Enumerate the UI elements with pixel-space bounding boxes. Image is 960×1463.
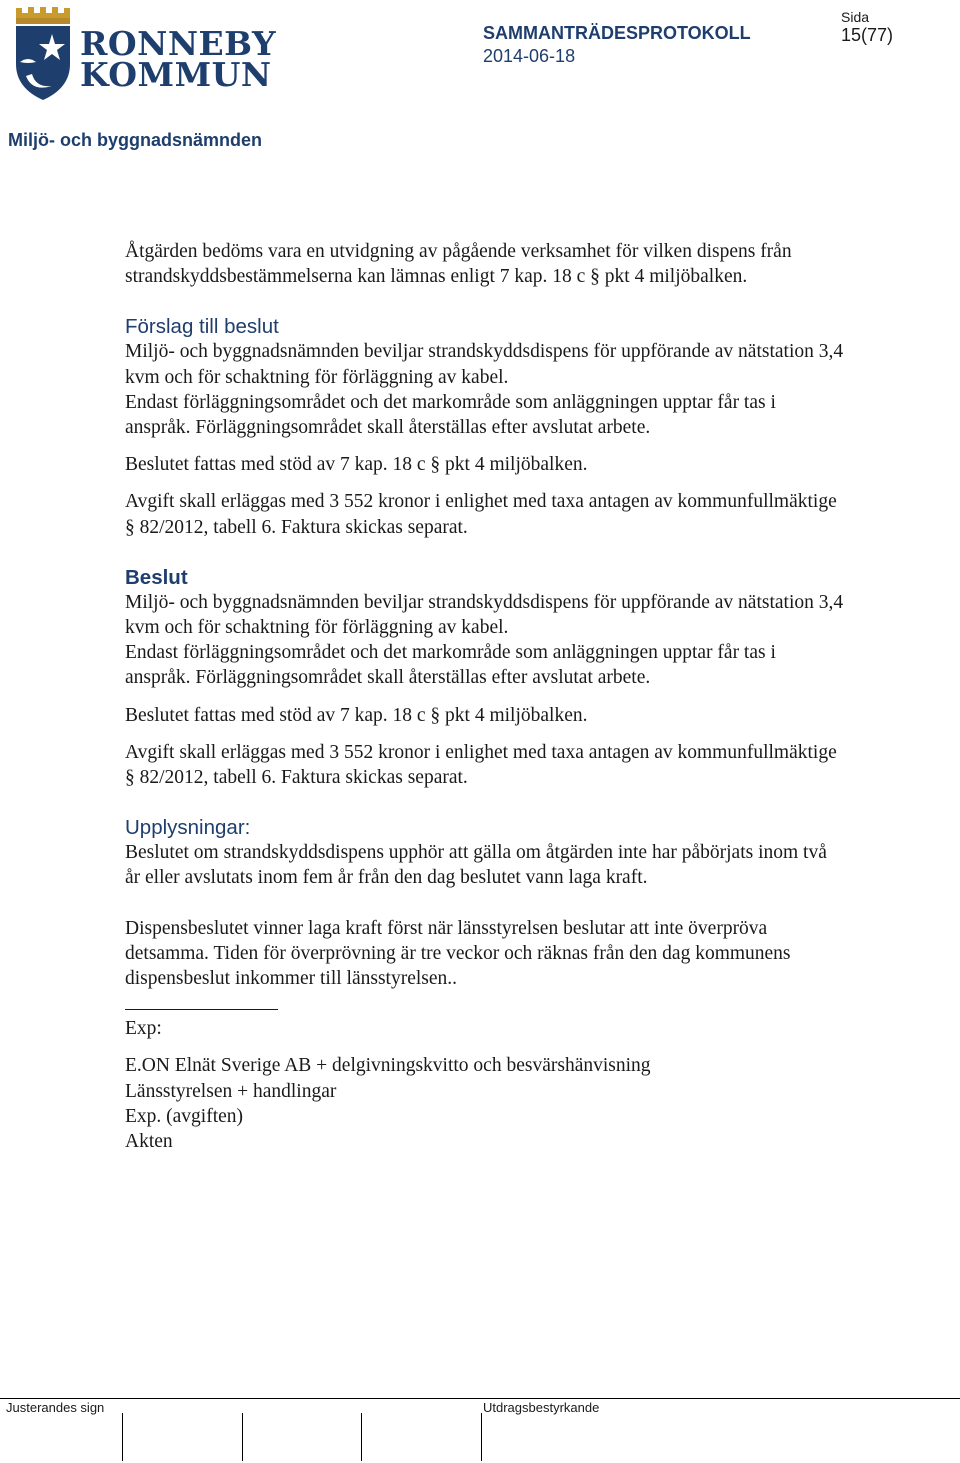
decision-text-1: Miljö- och byggnadsnämnden beviljar strandskyddsdispens för uppförande av nätstation 3,4 kvm och för schaktning för förläggning av kabel. [125,591,844,639]
decision-fee: Avgift skall erläggas med 3 552 kronor i enlighet med taxa antagen av kommunfullmäktige § 82/2012, tabell 6. Faktura skickas separat. [125,741,837,789]
distribution-item: E.ON Elnät Sverige AB + delgivningskvitto och besvärshänvisning [125,1055,651,1077]
signature-box-divider [122,1413,123,1461]
logo-line-2: KOMMUN [80,55,272,94]
distribution-list [125,1053,845,1154]
logo-wordmark [80,24,277,94]
committee-name: Miljö- och byggnadsnämnden [8,130,263,150]
separator-line [125,1009,278,1010]
document-date: 2014-06-18 [483,46,576,66]
signature-label: Justerandes sign [6,1400,105,1415]
info-heading: Upplysningar: [125,816,251,840]
decision-support: Beslutet fattas med stöd av 7 kap. 18 c § pkt 4 miljöbalken. [125,704,588,726]
logo-line-1: RONNEBY [80,24,277,63]
coat-of-arms-icon [12,4,72,102]
distribution-item: Akten [125,1131,173,1153]
distribution-label: Exp: [125,1018,162,1040]
intro-paragraph: Åtgärden bedöms vara en utvidgning av pågående verksamhet för vilken dispens från strandskyddsbestämmelserna kan lämnas enligt 7 kap. 18 c § pkt 4 miljöbalken. [125,241,792,288]
page-label: Sida [841,9,870,25]
footer-divider [0,1398,960,1399]
page-number: 15(77) [841,25,894,45]
distribution-item: Länsstyrelsen + handlingar [125,1080,337,1102]
decision-heading: Beslut [125,565,188,589]
info-paragraph-2: Dispensbeslutet vinner laga kraft först när länsstyrelsen beslutar att inte överpröva detsamma. Tiden för överprövning är tre veckor och räknas från den dag kommunens dispensbeslut inkommer till länsstyrelsen.. [125,917,791,990]
municipality-logo [12,4,277,102]
signature-box-divider [361,1413,362,1461]
proposal-text-2: Endast förläggningsområdet och det markområde som anläggningen upptar får tas i anspråk. Förläggningsområdet skall återställas efter avslutat arbete. [125,391,776,439]
proposal-support: Beslutet fattas med stöd av 7 kap. 18 c § pkt 4 miljöbalken. [125,454,588,476]
certification-label: Utdragsbestyrkande [483,1400,600,1415]
decision-text-2: Endast förläggningsområdet och det markområde som anläggningen upptar får tas i anspråk. Förläggningsområdet skall återställas efter avslutat arbete. [125,642,776,689]
signature-box-divider [242,1413,243,1461]
info-paragraph-1: Beslutet om strandskyddsdispens upphör att gälla om åtgärden inte har påbörjats inom två år eller avslutats inom fem år från den dag beslutet vann laga kraft. [125,842,827,889]
signature-box-divider [481,1413,482,1461]
proposal-fee: Avgift skall erläggas med 3 552 kronor i enlighet med taxa antagen av kommunfullmäktige § 82/2012, tabell 6. Faktura skickas separat. [125,491,837,538]
document-body [125,239,845,1154]
proposal-text-1: Miljö- och byggnadsnämnden beviljar strandskyddsdispens för uppförande av nätstation 3,4 kvm och för schaktning för förläggning av kabel. [125,341,844,388]
proposal-heading: Förslag till beslut [125,315,279,339]
document-title: SAMMANTRÄDESPROTOKOLL [483,23,751,43]
distribution-item: Exp. (avgiften) [125,1105,244,1127]
